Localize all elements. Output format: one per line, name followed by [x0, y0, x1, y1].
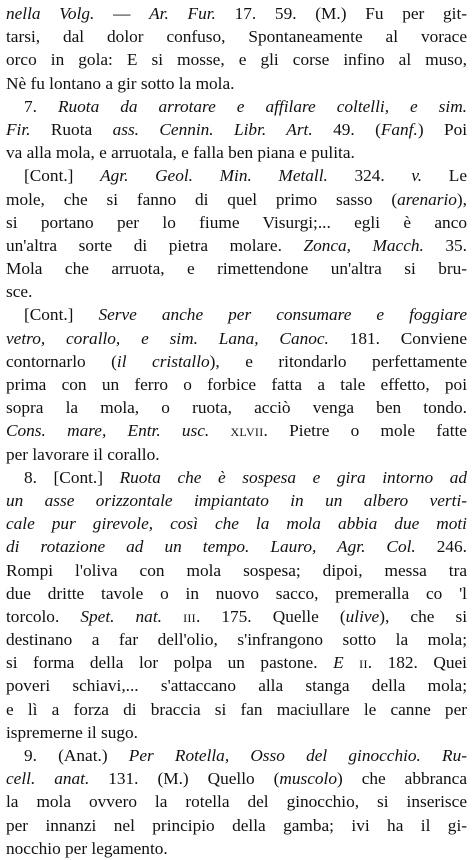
text-segment: torcolo. — [6, 606, 81, 626]
text-segment: [Cont.] — [24, 305, 99, 325]
text-line — [6, 767, 467, 790]
text-line — [6, 280, 467, 303]
text-segment: la mola ovvero la rotella del ginocchio, si inserisce — [6, 792, 467, 812]
italic-text: Ruota da arrotare e affilare coltelli, e sim. — [57, 96, 467, 116]
text-segment — [209, 421, 230, 440]
text-segment: ), — [456, 189, 467, 209]
text-segment: prima con un ferro o forbice fatta a tale effetto, poi — [6, 375, 467, 394]
text-segment: un'altra sorte di pietra molare. — [6, 235, 304, 255]
text-segment: 35. — [423, 235, 467, 255]
italic-text: Per Rotella, Osso del ginocchio. Ru- — [128, 746, 467, 765]
text-line — [6, 257, 467, 280]
text-segment: 17. 59. (M.) Fu per git- — [215, 4, 467, 23]
text-line — [6, 25, 467, 48]
text-segment — [344, 653, 360, 672]
italic-text: E — [333, 653, 344, 673]
text-line — [6, 188, 467, 211]
italic-text: Fanf. — [380, 119, 418, 139]
text-segment: per innanzi nel principio della gamba; ivi ha il gi- — [6, 815, 467, 835]
italic-text: Serve anche per consumare e foggiare — [98, 305, 467, 325]
text-line — [6, 744, 467, 767]
italic-text: arenario — [397, 189, 457, 209]
italic-text: Fir. — [6, 119, 31, 139]
entry-paragraph — [6, 744, 467, 860]
italic-text: ulive — [345, 606, 380, 626]
text-segment: Mola che arruota, e rimettendone un'altra si bru- — [6, 259, 467, 279]
text-line — [6, 559, 467, 582]
text-segment: 181. Conviene — [328, 328, 467, 348]
text-segment: 131. (M.) Quello ( — [89, 769, 280, 789]
italic-text: vetro, corallo, e sim. Lana, Canoc. — [6, 328, 329, 348]
text-segment: Ruota — [30, 119, 113, 139]
entry-paragraph — [6, 2, 467, 95]
text-line — [6, 814, 467, 837]
text-segment: Nè fu lontano a gir sotto la mola. — [6, 73, 235, 93]
text-line — [6, 651, 467, 674]
italic-text: Ar. Fur. — [149, 4, 216, 23]
text-segment: ), che si — [379, 606, 467, 626]
text-segment — [162, 607, 183, 626]
italic-text: cale pur girevole, così che la mola abbia due moti — [6, 514, 467, 534]
italic-text: cell. anat. — [6, 769, 90, 789]
italic-text: v. — [411, 166, 423, 186]
italic-text: Cons. mare, Entr. usc. — [6, 421, 210, 441]
text-line — [6, 234, 467, 257]
text-segment: orco in gola: E si mosse, e gli corse infino al muso, — [6, 50, 467, 70]
text-line — [6, 72, 467, 95]
text-line — [6, 141, 467, 164]
italic-text: un asse orizzontale impiantato in un albero verti- — [6, 490, 467, 510]
text-segment: poveri schiavi,... s'attaccano alla stanga della mola; — [6, 676, 467, 696]
text-segment: due dritte tavole o in nuovo sacco, premeralla co 'l — [6, 583, 467, 603]
text-line — [6, 466, 467, 489]
text-line — [6, 303, 467, 326]
text-line — [6, 48, 467, 71]
text-segment: 7. — [24, 96, 58, 116]
text-line — [6, 837, 467, 860]
text-segment: contornarlo ( — [6, 351, 117, 371]
text-line — [6, 674, 467, 697]
italic-text: il cristallo — [116, 351, 210, 371]
text-line — [6, 582, 467, 605]
text-segment: ) Poi — [417, 119, 467, 139]
entry-paragraph — [6, 466, 467, 744]
text-segment: tarsi, dal dolor confuso, Spontaneamente al vorace — [6, 27, 467, 47]
text-segment: nocchio per legamento. — [6, 838, 168, 858]
text-segment: — — [94, 4, 150, 23]
text-line — [6, 721, 467, 744]
italic-text: Agr. Geol. Min. Metall. — [100, 166, 328, 186]
text-line — [6, 95, 467, 118]
entry-paragraph — [6, 303, 467, 465]
text-segment: mole, che si fanno di quel primo sasso ( — [6, 189, 398, 209]
text-segment: sce. — [6, 282, 33, 302]
italic-text: di rotazione ad un tempo. Lauro, Agr. Col. — [6, 537, 416, 557]
text-line — [6, 419, 467, 442]
text-segment: . Pietre o mole fatte — [263, 421, 467, 441]
italic-text: Spet. nat. — [80, 606, 162, 626]
text-line — [6, 211, 467, 234]
roman-numeral: iii — [183, 606, 196, 626]
text-line — [6, 327, 467, 350]
text-line — [6, 118, 467, 141]
text-line — [6, 605, 467, 628]
text-line — [6, 2, 467, 25]
dictionary-page — [6, 2, 467, 860]
text-segment: destinano a far dell'olio, s'infrangono sotto la mola; — [6, 630, 467, 650]
text-line — [6, 512, 467, 535]
italic-text: ass. Cennin. Libr. Art. — [112, 119, 313, 139]
text-line — [6, 489, 467, 512]
text-segment: 324. — [327, 166, 412, 186]
text-segment: Le — [422, 166, 467, 186]
text-line — [6, 373, 467, 396]
italic-text: Zonca, Macch. — [303, 235, 424, 255]
text-segment: 49. ( — [312, 119, 381, 139]
text-line — [6, 628, 467, 651]
text-segment: va alla mola, e arruotala, e falla ben piana e pulita. — [6, 143, 355, 163]
text-segment: per lavorare il corallo. — [6, 444, 160, 464]
text-line — [6, 396, 467, 419]
text-segment: e lì a forza di braccia si fan maciullare le canne per — [6, 699, 467, 719]
text-segment: sopra la mola, o ruota, acciò venga ben tondo. — [6, 398, 467, 418]
text-segment: [Cont.] — [24, 166, 101, 186]
roman-numeral: xlvii — [230, 421, 264, 441]
italic-text: nella Volg. — [6, 4, 95, 23]
text-segment: 246. — [415, 537, 467, 557]
text-line — [6, 350, 467, 373]
text-line — [6, 443, 467, 466]
text-segment: 9. (Anat.) — [24, 746, 129, 765]
text-segment: ) che abbranca — [336, 769, 467, 789]
text-line — [6, 164, 467, 187]
text-segment: . 182. Quei — [367, 653, 467, 673]
italic-text: Ruota che è sospesa e gira intorno ad — [119, 467, 467, 487]
text-segment: . 175. Quelle ( — [195, 606, 346, 626]
text-segment: Rompi l'oliva con mola sospesa; dipoi, messa tra — [6, 560, 467, 580]
text-line — [6, 535, 467, 558]
italic-text: muscolo — [279, 769, 337, 789]
text-segment: 8. [Cont.] — [24, 467, 120, 487]
text-segment: si forma della lor polpa un pastone. — [6, 653, 334, 673]
text-line — [6, 790, 467, 813]
text-line — [6, 698, 467, 721]
entry-paragraph — [6, 164, 467, 303]
text-segment: ispremerne il sugo. — [6, 722, 138, 742]
entry-paragraph — [6, 95, 467, 165]
roman-numeral: ii — [359, 653, 368, 673]
text-segment: si portano per lo fiume Visurgi;... egli è anco — [6, 212, 467, 232]
text-segment: ), e ritondarlo perfettamente — [209, 351, 467, 371]
